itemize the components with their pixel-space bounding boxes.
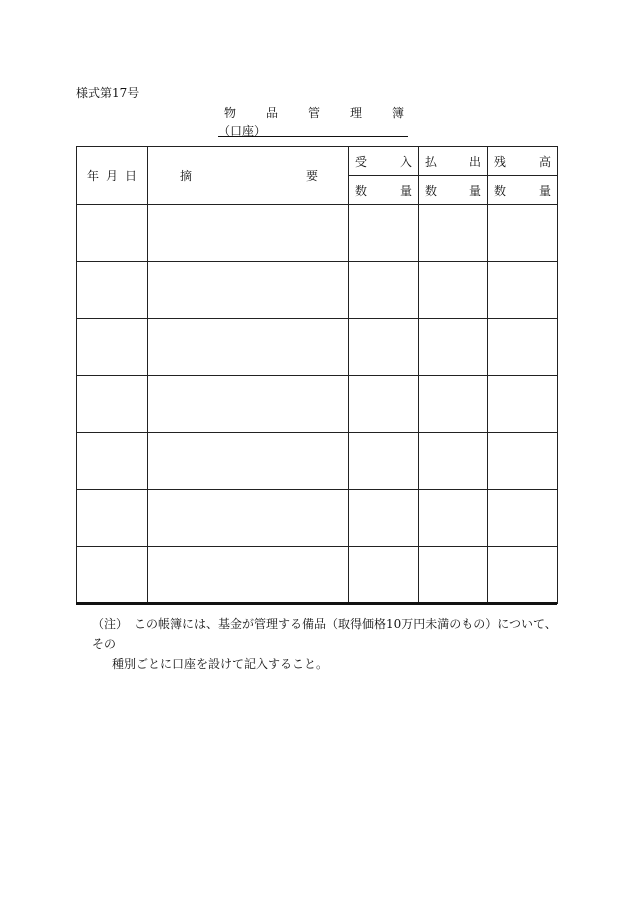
balance-cell	[488, 547, 558, 604]
title-char: 簿	[391, 106, 404, 120]
receipt-cell	[349, 376, 419, 433]
header-char: 出	[468, 154, 481, 169]
summary-char: 要	[305, 169, 318, 183]
header-char: 数	[425, 183, 438, 198]
balance-cell	[488, 205, 558, 262]
payment-cell	[419, 433, 488, 490]
bottom-rule	[76, 602, 557, 605]
table-row	[77, 433, 558, 490]
summary-cell	[148, 205, 349, 262]
receipt-cell	[349, 319, 419, 376]
receipt-cell	[349, 490, 419, 547]
summary-char: 摘	[180, 169, 193, 183]
header-char: 払	[425, 154, 438, 169]
summary-cell	[148, 376, 349, 433]
header-char: 高	[538, 154, 551, 169]
note-line-2: 種別ごとに口座を設けて記入すること。	[112, 657, 329, 671]
title-char: 管	[307, 106, 320, 120]
date-cell	[77, 547, 148, 604]
date-cell	[77, 376, 148, 433]
header-char: 入	[399, 154, 412, 169]
header-char: 数	[355, 183, 368, 198]
payment-cell	[419, 319, 488, 376]
payment-cell	[419, 376, 488, 433]
note	[92, 614, 562, 674]
payment-cell	[419, 205, 488, 262]
balance-cell	[488, 262, 558, 319]
date-cell	[77, 319, 148, 376]
balance-cell	[488, 319, 558, 376]
account-field	[218, 122, 408, 137]
month-label: 月	[105, 169, 118, 183]
payment-quantity-header	[419, 176, 488, 205]
date-cell	[77, 262, 148, 319]
balance-header	[488, 147, 558, 176]
balance-quantity-header	[488, 176, 558, 205]
summary-cell	[148, 319, 349, 376]
date-header	[77, 147, 148, 205]
balance-cell	[488, 490, 558, 547]
summary-header	[148, 147, 349, 205]
table-row	[77, 262, 558, 319]
day-label: 日	[124, 169, 137, 183]
account-label: （口座）	[218, 124, 267, 138]
summary-cell	[148, 490, 349, 547]
table-row	[77, 205, 558, 262]
title-char: 品	[265, 106, 278, 120]
payment-cell	[419, 547, 488, 604]
date-cell	[77, 490, 148, 547]
document-title	[224, 104, 404, 121]
summary-cell	[148, 547, 349, 604]
payment-cell	[419, 262, 488, 319]
header-char: 残	[494, 154, 507, 169]
balance-cell	[488, 433, 558, 490]
date-cell	[77, 433, 148, 490]
summary-cell	[148, 433, 349, 490]
title-char: 物	[224, 106, 237, 120]
header-char: 量	[399, 183, 412, 198]
receipt-quantity-header	[349, 176, 419, 205]
ledger-table	[76, 146, 558, 604]
receipt-cell	[349, 262, 419, 319]
form-number: 様式第17号	[76, 86, 140, 100]
title-char: 理	[349, 106, 362, 120]
header-char: 数	[494, 183, 507, 198]
year-label: 年	[87, 169, 100, 183]
balance-cell	[488, 376, 558, 433]
table-row	[77, 376, 558, 433]
table-row	[77, 490, 558, 547]
summary-cell	[148, 262, 349, 319]
payment-cell	[419, 490, 488, 547]
receipt-header	[349, 147, 419, 176]
receipt-cell	[349, 205, 419, 262]
receipt-cell	[349, 433, 419, 490]
header-char: 量	[538, 183, 551, 198]
header-char: 量	[468, 183, 481, 198]
header-char: 受	[355, 154, 368, 169]
table-row	[77, 547, 558, 604]
date-cell	[77, 205, 148, 262]
payment-header	[419, 147, 488, 176]
receipt-cell	[349, 547, 419, 604]
table-row	[77, 319, 558, 376]
note-line-1: （注） この帳簿には、基金が管理する備品（取得価格10万円未満のもの）について、その	[92, 617, 557, 651]
